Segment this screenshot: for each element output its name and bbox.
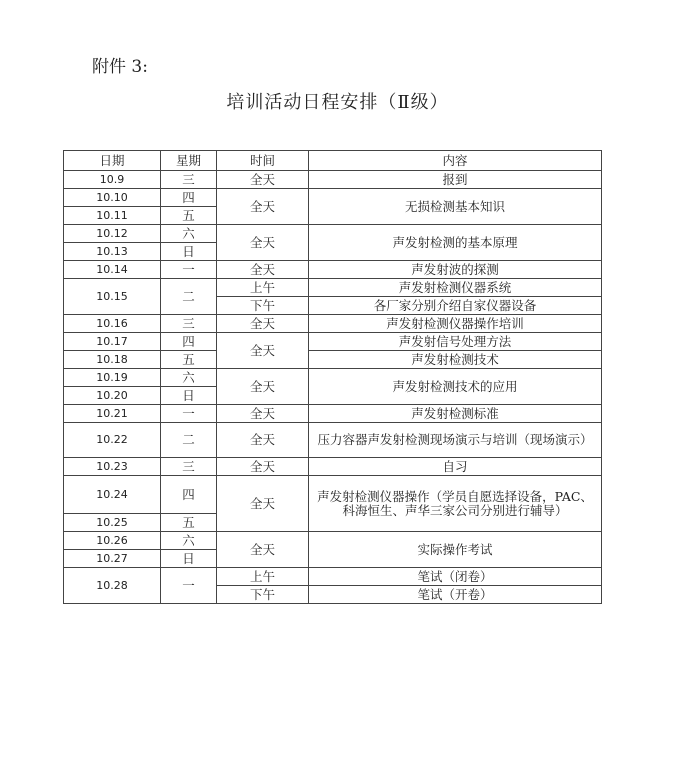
content-cell: 无损检测基本知识: [309, 189, 602, 225]
content-cell: 实际操作考试: [309, 532, 602, 568]
table-header-row: [64, 151, 602, 171]
weekday-cell: 三: [161, 315, 217, 333]
time-cell: 全天: [217, 225, 309, 261]
content-cell: 笔试（开卷）: [309, 586, 602, 604]
time-cell: 全天: [217, 405, 309, 423]
date-cell: 10.19: [64, 369, 161, 387]
time-cell: 全天: [217, 458, 309, 476]
header-content: 内容: [309, 151, 602, 171]
content-cell: 声发射信号处理方法: [309, 333, 602, 351]
table-row: [64, 171, 602, 189]
date-cell: 10.25: [64, 514, 161, 532]
table-row: [64, 476, 602, 514]
weekday-cell: 二: [161, 279, 217, 315]
date-cell: 10.17: [64, 333, 161, 351]
weekday-cell: 一: [161, 568, 217, 604]
date-cell: 10.18: [64, 351, 161, 369]
weekday-cell: 五: [161, 514, 217, 532]
content-cell: 报到: [309, 171, 602, 189]
weekday-cell: 三: [161, 458, 217, 476]
date-cell: 10.22: [64, 423, 161, 458]
time-cell: 全天: [217, 315, 309, 333]
date-cell: 10.14: [64, 261, 161, 279]
content-cell: 声发射检测技术的应用: [309, 369, 602, 405]
time-cell: 全天: [217, 261, 309, 279]
table-row: [64, 225, 602, 243]
time-cell: 全天: [217, 369, 309, 405]
table-row: [64, 351, 602, 369]
weekday-cell: 日: [161, 387, 217, 405]
table-row: [64, 261, 602, 279]
weekday-cell: 日: [161, 243, 217, 261]
content-cell: 声发射检测仪器系统: [309, 279, 602, 297]
table-row: [64, 279, 602, 297]
table-row: [64, 405, 602, 423]
attachment-label: 附件 3:: [92, 57, 148, 77]
weekday-cell: 一: [161, 261, 217, 279]
weekday-cell: 六: [161, 532, 217, 550]
weekday-cell: 五: [161, 207, 217, 225]
content-cell: 声发射检测技术: [309, 351, 602, 369]
time-cell: 全天: [217, 189, 309, 225]
weekday-cell: 三: [161, 171, 217, 189]
table-row: [64, 532, 602, 550]
date-cell: 10.12: [64, 225, 161, 243]
content-cell: 各厂家分别介绍自家仪器设备: [309, 297, 602, 315]
weekday-cell: 一: [161, 405, 217, 423]
header-weekday: 星期: [161, 151, 217, 171]
time-cell: 全天: [217, 476, 309, 532]
date-cell: 10.23: [64, 458, 161, 476]
weekday-cell: 四: [161, 333, 217, 351]
content-cell: 声发射检测的基本原理: [309, 225, 602, 261]
table-row: [64, 423, 602, 458]
table-row: [64, 458, 602, 476]
content-cell: 声发射检测标准: [309, 405, 602, 423]
content-cell: 自习: [309, 458, 602, 476]
table-row: [64, 315, 602, 333]
content-cell: 声发射波的探测: [309, 261, 602, 279]
content-cell: 声发射检测仪器操作（学员自愿选择设备，PAC、科海恒生、声华三家公司分别进行辅导）: [309, 476, 602, 532]
page-title: 培训活动日程安排（Ⅱ级）: [226, 92, 449, 113]
weekday-cell: 六: [161, 225, 217, 243]
weekday-cell: 六: [161, 369, 217, 387]
weekday-cell: 四: [161, 189, 217, 207]
time-cell: 全天: [217, 333, 309, 369]
table-row: [64, 369, 602, 387]
date-cell: 10.11: [64, 207, 161, 225]
time-cell: 上午: [217, 279, 309, 297]
time-cell: 下午: [217, 297, 309, 315]
date-cell: 10.9: [64, 171, 161, 189]
weekday-cell: 二: [161, 423, 217, 458]
date-cell: 10.21: [64, 405, 161, 423]
weekday-cell: 五: [161, 351, 217, 369]
weekday-cell: 日: [161, 550, 217, 568]
content-cell: 压力容器声发射检测现场演示与培训（现场演示）: [309, 423, 602, 458]
time-cell: 全天: [217, 171, 309, 189]
header-time: 时间: [217, 151, 309, 171]
table-row: [64, 189, 602, 207]
date-cell: 10.13: [64, 243, 161, 261]
time-cell: 上午: [217, 568, 309, 586]
content-cell: 声发射检测仪器操作培训: [309, 315, 602, 333]
time-cell: 全天: [217, 532, 309, 568]
date-cell: 10.16: [64, 315, 161, 333]
date-cell: 10.27: [64, 550, 161, 568]
table-row: [64, 568, 602, 586]
table-row: [64, 333, 602, 351]
content-cell: 笔试（闭卷）: [309, 568, 602, 586]
header-date: 日期: [64, 151, 161, 171]
date-cell: 10.20: [64, 387, 161, 405]
date-cell: 10.26: [64, 532, 161, 550]
date-cell: 10.10: [64, 189, 161, 207]
date-cell: 10.28: [64, 568, 161, 604]
schedule-table: [63, 150, 602, 604]
date-cell: 10.15: [64, 279, 161, 315]
date-cell: 10.24: [64, 476, 161, 514]
time-cell: 下午: [217, 586, 309, 604]
time-cell: 全天: [217, 423, 309, 458]
weekday-cell: 四: [161, 476, 217, 514]
